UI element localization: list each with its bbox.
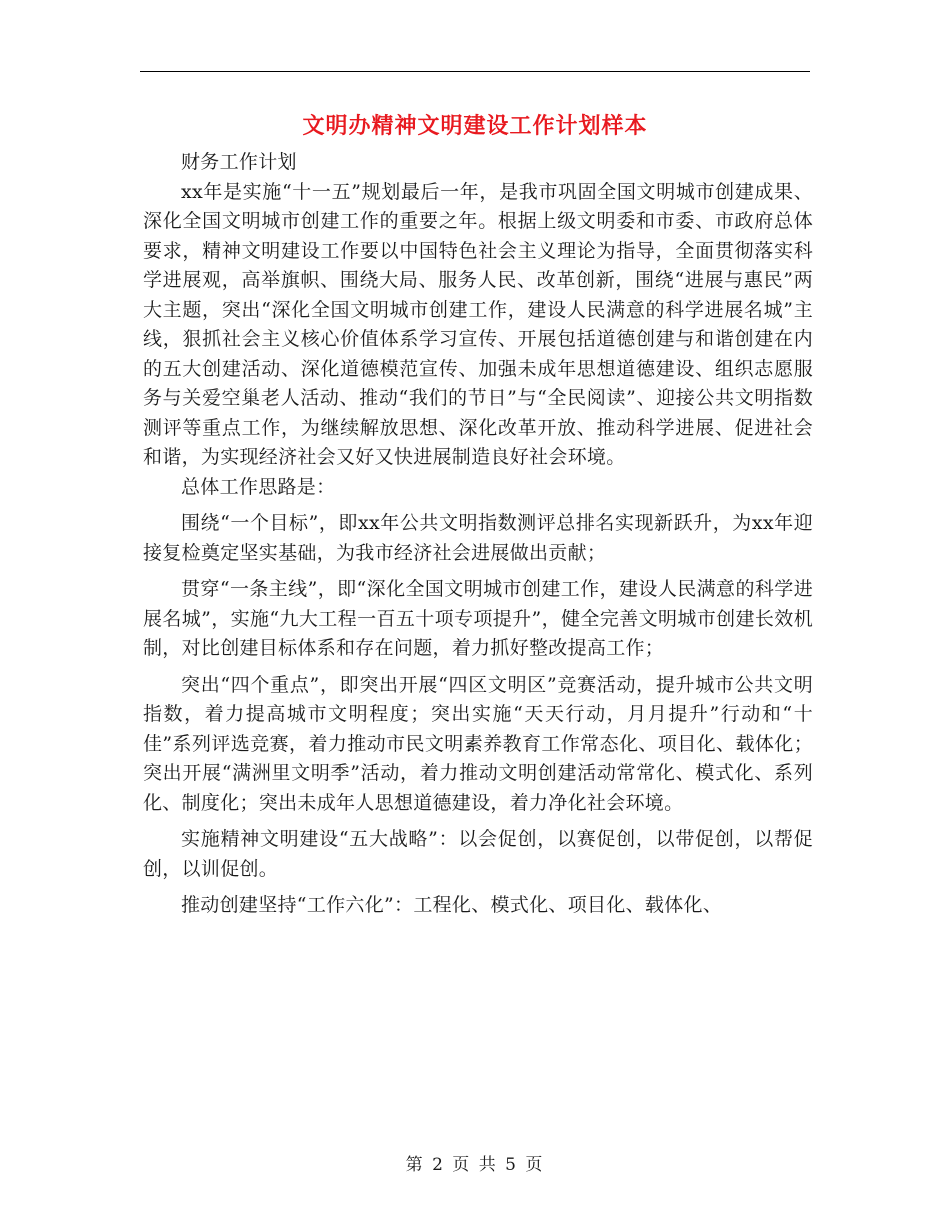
paragraph-four-focus: 突出“四个重点”，即突出开展“四区文明区”竞赛活动，提升城市公共文明指数，着力提高城市文明程度；突出实施“天天行动，月月提升”行动和“十佳”系列评选竞赛，着力推动市民文明素养教育工作常态化、项目化、载体化；突出开展“满洲里文明季”活动，着力推动文明创建活动常常化、模式化、系列化、制度化；突出未成年人思想道德建设，着力净化社会环境。	[143, 673, 813, 814]
paragraph-intro: xx年是实施“十一五”规划最后一年，是我市巩固全国文明城市创建成果、深化全国文明城市创建工作的重要之年。根据上级文明委和市委、市政府总体要求，精神文明建设工作要以中国特色社会主义理论为指导，全面贯彻落实科学进展观，高举旗帜、围绕大局、服务人民、改革创新，围绕“进展与惠民”两大主题，突出“深化全国文明城市创建工作，建设人民满意的科学进展名城”主线，狠抓社会主义核心价值体系学习宣传、开展包括道德创建与和谐创建在内的五大创建活动、深化道德模范宣传、加强未成年思想道德建设、组织志愿服务与关爱空巢老人活动、推动“我们的节日”与“全民阅读”、迎接公共文明指数测评等重点工作，为继续解放思想、深化改革开放、推动科学进展、促进社会和谐，为实现经济社会又好又快进展制造良好社会环境。	[143, 180, 813, 468]
paragraph-five-strategies: 实施精神文明建设“五大战略”：以会促创，以赛促创，以带促创，以帮促创，以训促创。	[143, 828, 813, 880]
paragraph-overall-approach: 总体工作思路是：	[181, 475, 336, 498]
document-body	[143, 148, 813, 928]
page-indicator: 第 2 页 共 5 页	[405, 1155, 545, 1175]
document-title: 文明办精神文明建设工作计划样本	[302, 113, 648, 139]
paragraph-subtitle: 财务工作计划	[181, 151, 297, 173]
paragraph-six-work-methods: 推动创建坚持“工作六化”：工程化、模式化、项目化、载体化、	[181, 894, 723, 916]
header-rule	[140, 71, 810, 72]
paragraph-one-goal: 围绕“一个目标”，即xx年公共文明指数测评总排名实现新跃升，为xx年迎接复检奠定坚实基础，为我市经济社会进展做出贡献；	[143, 512, 813, 564]
paragraph-one-mainline: 贯穿“一条主线”，即“深化全国文明城市创建工作，建设人民满意的科学进展名城”，实施“九大工程一百五十项专项提升”，健全完善文明城市创建长效机制，对比创建目标体系和存在问题，着力抓好整改提高工作；	[143, 578, 813, 659]
